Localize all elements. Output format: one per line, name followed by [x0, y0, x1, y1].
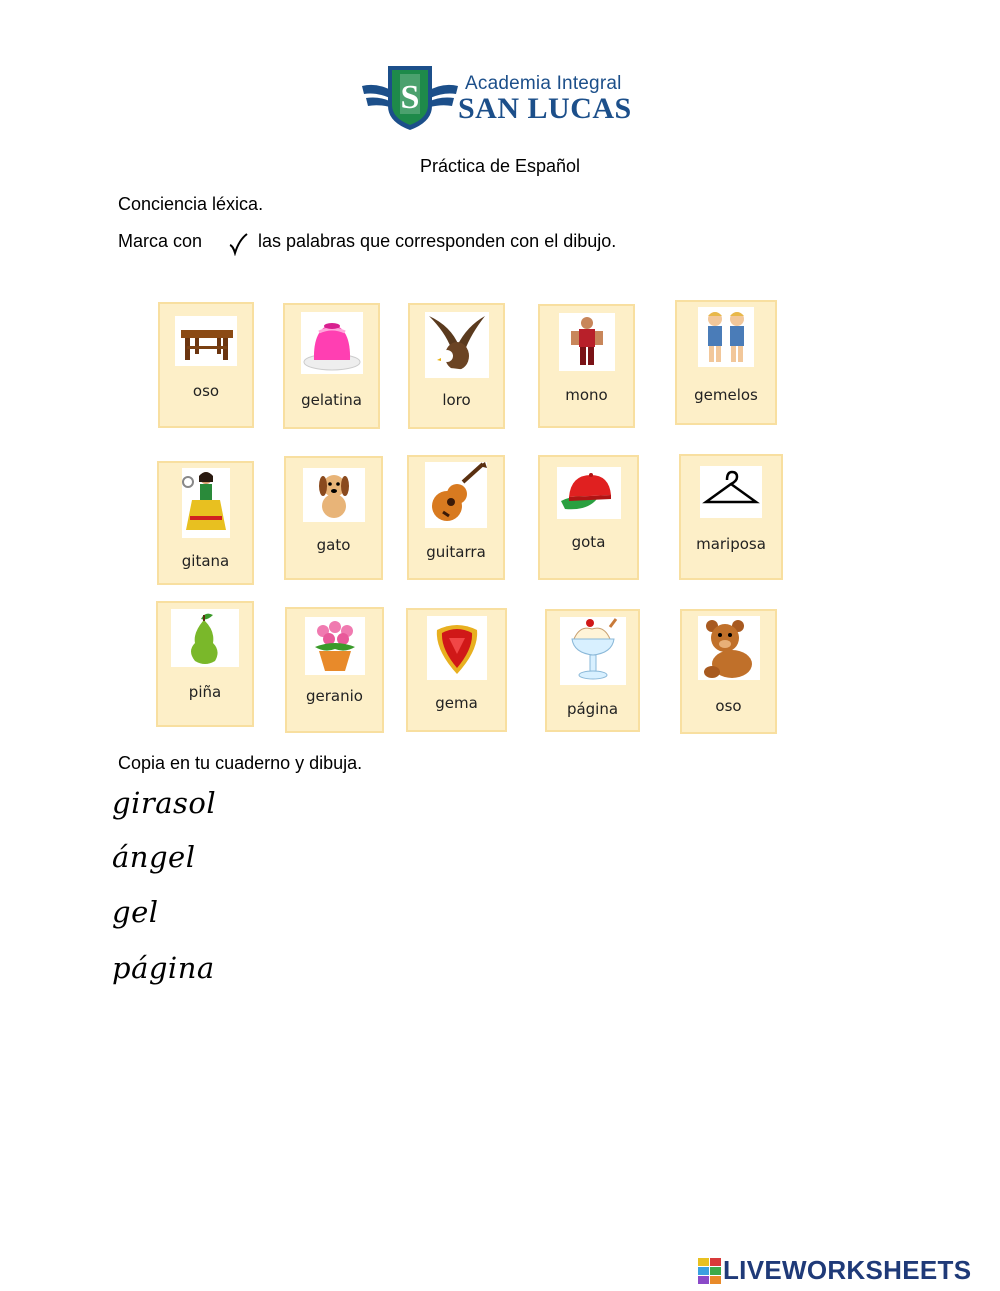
card-word: mariposa [696, 535, 766, 553]
word-card[interactable] [545, 609, 640, 732]
page-title: Práctica de Español [419, 156, 581, 176]
gypsy-icon [182, 468, 230, 538]
cursive-word: girasol [112, 786, 217, 820]
word-card[interactable] [680, 609, 777, 734]
geranium-icon [305, 617, 365, 675]
card-word: geranio [306, 687, 363, 705]
card-word: oso [715, 697, 742, 715]
card-word: gato [316, 536, 351, 554]
card-word: gitana [181, 552, 230, 570]
logo-line-2: SAN LUCAS [458, 92, 632, 125]
hanger-icon [700, 466, 762, 518]
word-card[interactable] [283, 303, 380, 429]
word-card[interactable] [157, 461, 254, 585]
wrestler-icon [559, 313, 615, 371]
pear-icon [171, 609, 239, 667]
guitar-icon [425, 462, 487, 528]
word-card[interactable] [407, 455, 505, 580]
card-word: mono [565, 386, 608, 404]
card-word: gota [571, 533, 606, 551]
card-word: piña [188, 683, 222, 701]
liveworksheets-logo-icon [698, 1256, 722, 1286]
cursive-word: página [112, 951, 215, 985]
instruction-text-start: Marca con [118, 231, 203, 251]
winged-shield-icon [360, 62, 460, 132]
word-card[interactable] [538, 455, 639, 580]
svg-text:S: S [400, 79, 420, 116]
dog-icon [303, 468, 365, 522]
twins-icon [698, 307, 754, 367]
card-word: página [566, 700, 619, 718]
jelly-icon [301, 312, 363, 374]
section-subtitle: Conciencia léxica. [118, 194, 264, 214]
word-card[interactable] [675, 300, 777, 425]
word-card[interactable] [285, 607, 384, 733]
gem-icon [427, 616, 487, 680]
word-card[interactable] [538, 304, 635, 428]
card-word: oso [192, 382, 220, 400]
cap-icon [557, 467, 621, 519]
card-word: gema [435, 694, 478, 712]
card-word: loro [442, 391, 471, 409]
word-card[interactable] [406, 608, 507, 732]
word-card[interactable] [158, 302, 254, 428]
sundae-icon [560, 617, 626, 685]
cursive-word: gel [112, 895, 159, 929]
copy-instruction: Copia en tu cuaderno y dibuja. [118, 753, 363, 773]
card-word: gelatina [301, 391, 362, 409]
word-card[interactable] [408, 303, 505, 429]
bear-icon [698, 616, 760, 680]
instruction-text-end: las palabras que corresponden con el dibujo. [258, 231, 617, 251]
card-word: gemelos [694, 386, 758, 404]
card-word: guitarra [426, 543, 486, 561]
logo-line-1: Academia Integral [465, 73, 622, 94]
table-icon [175, 316, 237, 366]
word-card[interactable] [284, 456, 383, 580]
eagle-icon [425, 312, 489, 378]
cursive-word: ángel [112, 840, 196, 874]
word-card[interactable] [156, 601, 254, 727]
check-mark-icon [228, 232, 248, 256]
footer-brand[interactable]: LIVEWORKSHEETS [723, 1255, 972, 1285]
word-card[interactable] [679, 454, 783, 580]
